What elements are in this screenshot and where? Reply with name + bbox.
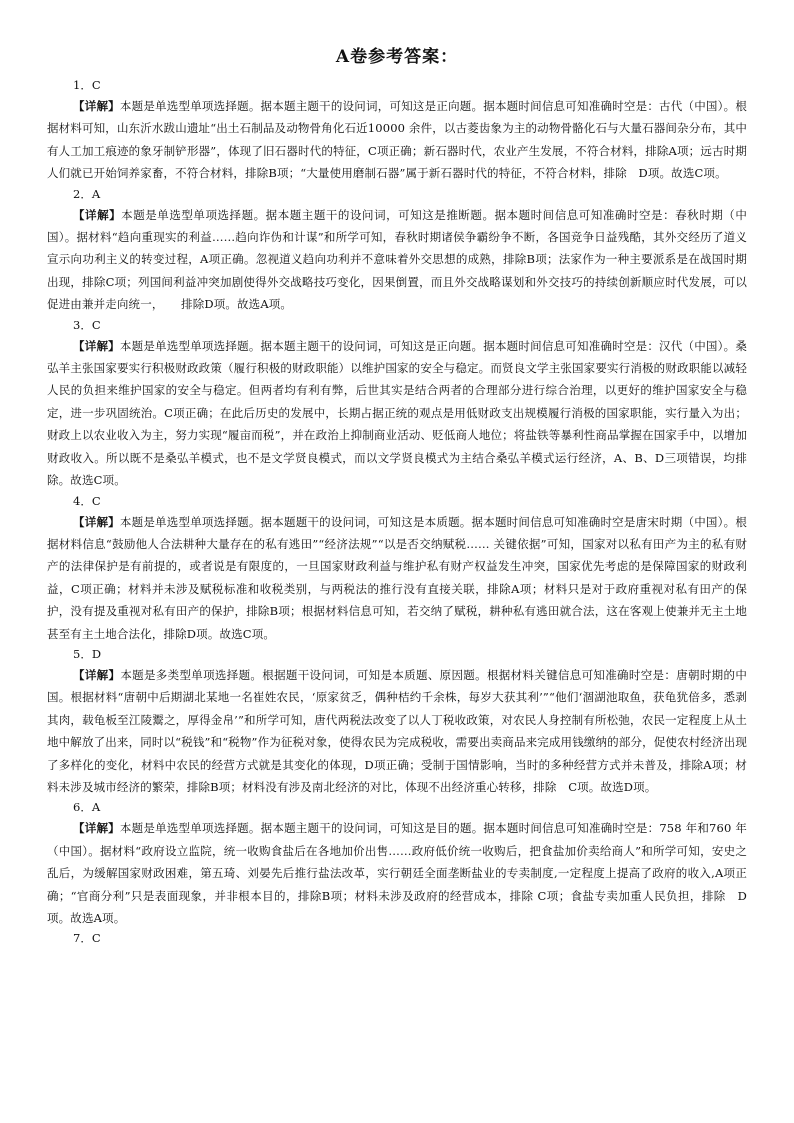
detail-tag: 【详解】 [73, 667, 121, 682]
question-number: 5．D [73, 646, 102, 661]
explanation-text: 本题是多类型单项选择题。根据题干设问词，可知是本质题、原因题。根据材料关键信息可知准确时空是：唐朝时期的中国。根据材料“唐朝中后期湖北某地一名崔姓农民，‘原家贫乏，偶种桔约千余株，每岁大获其利’”“他们‘涸湖池取鱼，获龟犹倍多，悉剥其肉，载龟板至江陵鬻之，厚得金帛’”和所学可知，唐代两税法改变了以人丁税收政策，对农民人身控制有所松弛，农民一定程度上从土地中解放了出来，同时以“税钱”和“税物”作为征税对象，使得农民为完成税收，需要出卖商品来完成用钱缴纳的部分，促使农村经济出现了多样化的变化，材料中农民的经营方式就是其变化的体现，D项正确；受制于国情影响，当时的多种经营方式并未普及，排除A项；材料未涉及城市经济的繁荣，排除B项；材料没有涉及南北经济的对比，体现不出经济重心转移，排除 C项。故选D项。 [47, 667, 747, 794]
explanation-text: 本题是单选型单项选择题。据本题题干的设问词，可知这是本质题。据本题时间信息可知准确时空是唐宋时期（中国）。根据材料信息“鼓励他人合法耕种大量存在的私有逃田”“经济法规”“以是否交纳赋税…… 关键依据”可知，国家对以私有田产为主的私有财产的法律保护是有前提的，或者说是有限度的，一旦国家财政利益与维护私有财产权益发生冲突，国家优先考虑的是保障国家的财政利益，C项正确；材料并未涉及赋税标准和收税类别，与两税法的推行没有直接关联，排除A项；材料只是对于政府重视对私有田产的保护，没有提及重视对私有田产的保护，排除B项；根据材料信息可知，若交纳了赋税，耕种私有逃田就合法，这在客观上使兼并无主土地甚至有主土地合法化，排除D项。故选C项。 [47, 514, 747, 641]
explanation-paragraph [47, 335, 747, 492]
answer-item-5 [47, 645, 747, 798]
detail-tag: 【详解】 [73, 207, 122, 222]
explanation-paragraph [47, 664, 747, 798]
explanation-paragraph [47, 95, 747, 185]
question-number: 3．C [73, 317, 101, 332]
detail-tag: 【详解】 [73, 514, 120, 529]
question-number: 4．C [73, 493, 101, 508]
question-number: 7．C [73, 931, 101, 946]
detail-tag: 【详解】 [73, 338, 120, 353]
detail-tag: 【详解】 [73, 99, 120, 113]
detail-tag: 【详解】 [73, 821, 120, 836]
explanation-paragraph [47, 817, 747, 929]
question-number: 6．A [73, 800, 101, 815]
explanation-text: 本题是单选型单项选择题。据本题主题干的设问词，可知这是正向题。据本题时间信息可知准确时空是：汉代（中国）。桑弘羊主张国家要实行积极财政政策（履行积极的财政职能）以维护国家的安全与稳定。而贤良文学主张国家要实行消极的财政职能以减轻人民的负担来维护国家的安全与稳定。但两者均有利有弊，后世其实是结合两者的合理部分进行综合治理，以更好的维护国家安全与稳定，进一步巩固统治。C项正确；在此后历史的发展中，长期占据正统的观点是用低财政支出规模履行消极的国家职能，实行量入为出；财政上以农业收入为主，努力实现“履亩而税”，并在政治上抑制商业活动、贬低商人地位；将盐铁等暴利性商品掌握在国家手中，以增加财政收入。所以既不是桑弘羊模式，也不是文学贤良模式，而以文学贤良模式为主结合桑弘羊模式运行经济，A、B、D三项错误，均排除。故选C项。 [47, 338, 747, 488]
explanation-paragraph [47, 204, 747, 316]
answer-page [47, 46, 747, 948]
explanation-text: 本题是单选型单项选择题。据本题主题干的设问词，可知这是推断题。据本题时间信息可知准确时空是：春秋时期（中国）。据材料“趋向重现实的利益……趋向诈伪和计谋”和所学可知，春秋时期诸侯争霸纷争不断，各国竞争日益残酷，其外交经历了道义宣示向功利主义的转变过程，A项正确。忽视道义趋向功利并不意味着外交思想的成熟，排除B项；法家作为一种主要派系是在战国时期出现，排除C项；列国间利益冲突加剧使得外交战略技巧变化，因果倒置，而且外交战略谋划和外交技巧的持续创新顺应时代发展，可以促进由兼并走向统一， 排除D项。故选A项。 [47, 207, 747, 312]
answer-item-1 [47, 76, 747, 185]
answer-item-3 [47, 316, 747, 492]
answer-item-4 [47, 492, 747, 645]
answer-item-6 [47, 798, 747, 929]
answer-item-2 [47, 185, 747, 316]
explanation-text: 本题是单选型单项选择题。据本题主题干的设问词，可知这是目的题。据本题时间信息可知准确时空是：758 年和760 年（中国）。据材料“政府设立监院，统一收购食盐后在各地加价出售……政府低价统一收购后，把食盐加价卖给商人”和所学可知，安史之乱后，为缓解国家财政困难，第五琦、刘晏先后推行盐法改革，实行朝廷全面垄断盐业的专卖制度,一定程度上提高了政府的收入,A项正确；“官商分利”只是表面现象，并非根本目的，排除B项；材料未涉及政府的经营成本，排除 C项；食盐专卖加重人民负担，排除 D项。故选A项。 [47, 821, 747, 925]
question-number: 2．A [73, 186, 101, 201]
question-number: 1．C [73, 78, 101, 92]
explanation-text: 本题是单选型单项选择题。据本题主题干的设问词，可知这是正向题。据本题时间信息可知准确时空是：古代（中国）。根据材料可知，山东沂水跋山遗址“出土石制品及动物骨角化石近10000 余件，以古菱齿象为主的动物骨骼化石与大量石器间杂分布，其中有人工加工痕迹的象牙制铲形器”，体现了旧石器时代的特征，C项正确；新石器时代，农业产生发展，不符合材料，排除A项；远古时期人们就已开始饲养家畜，不符合材料，排除B项；“大量使用磨制石器”属于新石器时代的特征，不符合材料，排除 D项。故选C项。 [47, 99, 747, 181]
page-title: A卷参考答案： [335, 47, 459, 67]
explanation-paragraph [47, 511, 747, 645]
answer-item-7 [47, 929, 747, 948]
